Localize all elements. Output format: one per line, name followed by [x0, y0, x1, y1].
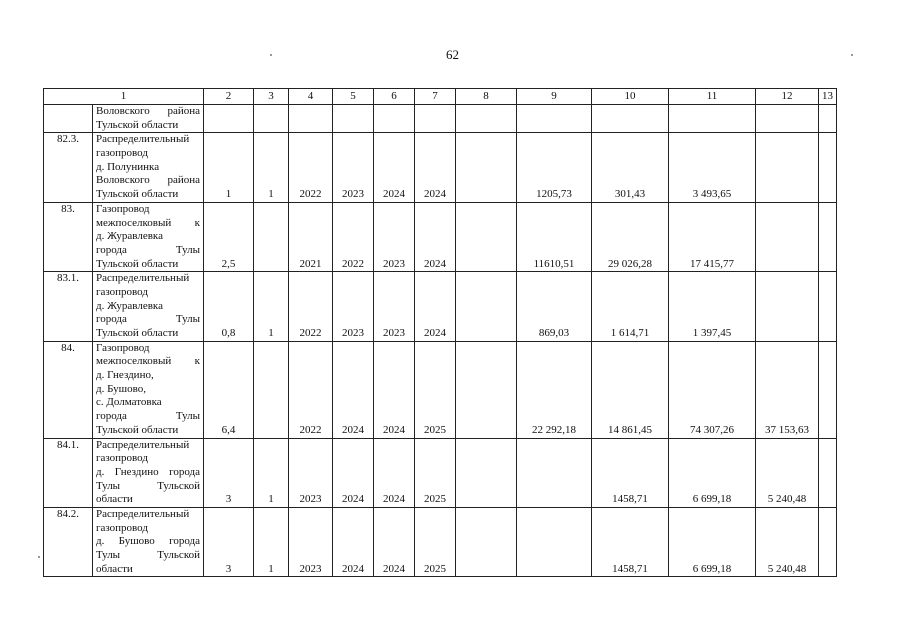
data-cell-col-12: 37 153,63	[756, 341, 819, 438]
data-cell-col-5	[333, 105, 374, 133]
object-name-line: д. Журавлевка	[96, 230, 163, 243]
row-number: 84.1.	[44, 438, 93, 507]
object-name-line: Тульской области	[96, 257, 179, 270]
data-cell-col-7: 2024	[415, 202, 456, 271]
object-name-line: города Тулы	[96, 410, 200, 423]
object-name-line: Воловского района	[96, 105, 200, 117]
row-number: 82.3.	[44, 133, 93, 202]
data-cell-col-5: 2023	[333, 272, 374, 341]
object-name-line: межпоселковый к	[96, 355, 200, 368]
data-cell-col-9	[517, 507, 592, 576]
data-cell-col-2: 2,5	[204, 202, 254, 271]
object-name-line: Распределительный	[96, 272, 190, 285]
data-cell-col-9: 22 292,18	[517, 341, 592, 438]
object-name-line: газопровод	[96, 521, 148, 534]
column-header: 11	[669, 89, 756, 105]
object-name	[93, 133, 204, 202]
scan-speck	[270, 54, 272, 56]
object-name-line: д. Журавлевка	[96, 299, 163, 312]
data-cell-col-6: 2024	[374, 507, 415, 576]
data-cell-col-9	[517, 438, 592, 507]
data-cell-col-6: 2024	[374, 133, 415, 202]
scan-speck	[851, 54, 853, 56]
object-name-line: Тульской области	[96, 327, 179, 339]
object-name	[93, 105, 204, 133]
data-cell-col-7	[415, 105, 456, 133]
data-cell-col-11: 1 397,45	[669, 272, 756, 341]
data-cell-col-6: 2023	[374, 202, 415, 271]
data-cell-col-13	[819, 438, 837, 507]
table-row	[44, 202, 837, 271]
data-cell-col-2: 1	[204, 133, 254, 202]
column-header: 9	[517, 89, 592, 105]
data-cell-col-7: 2024	[415, 272, 456, 341]
data-cell-col-8	[456, 105, 517, 133]
data-cell-col-5: 2022	[333, 202, 374, 271]
data-cell-col-4: 2021	[289, 202, 333, 271]
object-name-line: д. Гнездино города	[96, 465, 200, 478]
data-cell-col-8	[456, 202, 517, 271]
column-header: 7	[415, 89, 456, 105]
data-cell-col-13	[819, 133, 837, 202]
document-table	[43, 88, 837, 577]
data-cell-col-4: 2023	[289, 438, 333, 507]
data-cell-col-6	[374, 105, 415, 133]
table-row	[44, 105, 837, 133]
data-cell-col-13	[819, 105, 837, 133]
data-cell-col-5: 2023	[333, 133, 374, 202]
object-name-line: города Тулы	[96, 313, 200, 326]
row-number: 83.	[44, 202, 93, 271]
data-cell-col-3: 1	[254, 133, 289, 202]
data-cell-col-10: 1458,71	[592, 438, 669, 507]
data-cell-col-12	[756, 105, 819, 133]
object-name	[93, 272, 204, 341]
data-cell-col-2: 3	[204, 438, 254, 507]
data-cell-col-2: 0,8	[204, 272, 254, 341]
data-cell-col-8	[456, 438, 517, 507]
data-cell-col-12	[756, 202, 819, 271]
column-header: 3	[254, 89, 289, 105]
data-cell-col-3	[254, 105, 289, 133]
data-cell-col-9: 11610,51	[517, 202, 592, 271]
data-cell-col-4: 2022	[289, 133, 333, 202]
data-cell-col-8	[456, 133, 517, 202]
data-cell-col-12: 5 240,48	[756, 507, 819, 576]
row-number	[44, 105, 93, 133]
table-row	[44, 507, 837, 576]
object-name-line: газопровод	[96, 147, 148, 160]
object-name-line: Распределительный	[96, 507, 190, 520]
data-cell-col-4	[289, 105, 333, 133]
object-name-line: области	[96, 493, 133, 506]
data-cell-col-11: 17 415,77	[669, 202, 756, 271]
object-name-line: Тулы Тульской	[96, 479, 200, 492]
table-row	[44, 272, 837, 341]
object-name-line: Газопровод	[96, 202, 150, 215]
data-cell-col-4: 2022	[289, 272, 333, 341]
column-header: 12	[756, 89, 819, 105]
object-name-line: газопровод	[96, 452, 148, 465]
column-header: 13	[819, 89, 837, 105]
data-cell-col-11: 3 493,65	[669, 133, 756, 202]
data-cell-col-5: 2024	[333, 507, 374, 576]
data-cell-col-7: 2025	[415, 341, 456, 438]
data-cell-col-11: 6 699,18	[669, 438, 756, 507]
data-cell-col-9	[517, 105, 592, 133]
object-name-line: Воловского района	[96, 174, 200, 187]
table-row	[44, 133, 837, 202]
data-cell-col-3	[254, 341, 289, 438]
object-name-line: Газопровод	[96, 341, 150, 354]
column-header: 6	[374, 89, 415, 105]
data-cell-col-10: 1458,71	[592, 507, 669, 576]
data-cell-col-2	[204, 105, 254, 133]
object-name-line: города Тулы	[96, 243, 200, 256]
data-cell-col-2: 6,4	[204, 341, 254, 438]
data-cell-col-11: 6 699,18	[669, 507, 756, 576]
data-cell-col-13	[819, 507, 837, 576]
data-cell-col-12	[756, 272, 819, 341]
data-cell-col-10	[592, 105, 669, 133]
object-name-line: д. Бушово города	[96, 535, 200, 548]
data-cell-col-3: 1	[254, 438, 289, 507]
data-cell-col-7: 2025	[415, 438, 456, 507]
data-cell-col-7: 2024	[415, 133, 456, 202]
data-cell-col-10: 29 026,28	[592, 202, 669, 271]
data-cell-col-12	[756, 133, 819, 202]
data-cell-col-3: 1	[254, 507, 289, 576]
data-cell-col-4: 2022	[289, 341, 333, 438]
data-cell-col-12: 5 240,48	[756, 438, 819, 507]
table-row	[44, 341, 837, 438]
object-name-line: газопровод	[96, 285, 148, 298]
object-name-line: Распределительный	[96, 133, 190, 146]
data-cell-col-10: 14 861,45	[592, 341, 669, 438]
object-name-line: д. Полунинка	[96, 160, 160, 173]
data-cell-col-8	[456, 272, 517, 341]
data-cell-col-13	[819, 272, 837, 341]
object-name	[93, 438, 204, 507]
object-name-line: д. Бушово,	[96, 382, 146, 395]
column-header: 10	[592, 89, 669, 105]
data-cell-col-4: 2023	[289, 507, 333, 576]
object-name-line: Тулы Тульской	[96, 549, 200, 561]
object-name-line: Распределительный	[96, 438, 190, 451]
column-header: 2	[204, 89, 254, 105]
data-cell-col-3	[254, 202, 289, 271]
object-name-line: Тульской области	[96, 118, 179, 131]
object-name-line: с. Долматовка	[96, 396, 162, 409]
object-name-line: д. Гнездино,	[96, 369, 154, 382]
data-cell-col-10: 301,43	[592, 133, 669, 202]
table-row	[44, 438, 837, 507]
column-header: 1	[44, 89, 204, 105]
object-name-line: Тульской области	[96, 188, 179, 201]
column-header: 8	[456, 89, 517, 105]
page-number: 62	[446, 47, 459, 62]
data-cell-col-3: 1	[254, 272, 289, 341]
data-cell-col-2: 3	[204, 507, 254, 576]
row-number: 84.	[44, 341, 93, 438]
data-cell-col-10: 1 614,71	[592, 272, 669, 341]
object-name	[93, 341, 204, 438]
data-cell-col-7: 2025	[415, 507, 456, 576]
object-name	[93, 202, 204, 271]
object-name-line: Тульской области	[96, 423, 179, 436]
data-cell-col-5: 2024	[333, 438, 374, 507]
object-name-line: межпоселковый к	[96, 216, 200, 229]
row-number: 83.1.	[44, 272, 93, 341]
table-header-row	[44, 89, 837, 105]
data-cell-col-8	[456, 507, 517, 576]
data-cell-col-8	[456, 341, 517, 438]
data-cell-col-6: 2024	[374, 438, 415, 507]
object-name	[93, 507, 204, 576]
row-number: 84.2.	[44, 507, 93, 576]
data-cell-col-5: 2024	[333, 341, 374, 438]
data-cell-col-6: 2024	[374, 341, 415, 438]
object-name-line: области	[96, 562, 133, 575]
data-cell-col-13	[819, 202, 837, 271]
data-cell-col-11	[669, 105, 756, 133]
data-cell-col-9: 869,03	[517, 272, 592, 341]
data-cell-col-13	[819, 341, 837, 438]
data-cell-col-9: 1205,73	[517, 133, 592, 202]
data-cell-col-6: 2023	[374, 272, 415, 341]
column-header: 5	[333, 89, 374, 105]
data-cell-col-11: 74 307,26	[669, 341, 756, 438]
scan-speck	[38, 556, 40, 558]
column-header: 4	[289, 89, 333, 105]
